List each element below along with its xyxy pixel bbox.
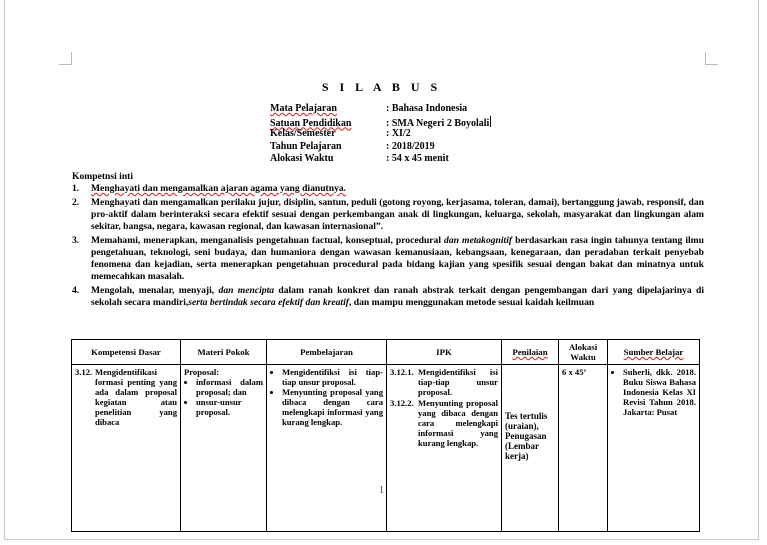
ipk-number: 3.12.1. <box>390 367 414 377</box>
ki-text: Mengolah, menalar, menyaji, <box>91 285 219 296</box>
meta-row <box>270 141 491 154</box>
ki-text-italic: serta bertindak secara efektif dan kreatif <box>188 297 349 308</box>
column-header: Penilaian <box>502 340 559 365</box>
ipk-item <box>390 398 498 448</box>
syllabus-meta <box>270 103 491 166</box>
cell-sumber-belajar <box>608 365 700 532</box>
ki-text: Menghayati dan mengamalkan perilaku jujur, disiplin, santun, peduli (gotong royong, kerjasama, toleran, damai), bertanggung jawab, responsif, dan pro-aktif dalam berinteraksi secara efektif sesuai dengan perkembangan anak di lingkungan, keluarga, sekolah, masyarakat dan lingkungan alam sekitar, bangsa, negara, kawasan regional, dan kawasan internasional”. <box>91 197 704 232</box>
meta-key: Satuan Pendidikan <box>270 117 352 129</box>
cell-pembelajaran <box>267 365 387 532</box>
pembelajaran-list <box>270 367 383 427</box>
cell-ipk <box>387 365 502 532</box>
materi-heading: Proposal: <box>184 367 220 377</box>
ki-text: , dan mampu menggunakan metode sesuai kaidah keilmuan <box>348 297 595 308</box>
crop-mark-top-left <box>59 52 72 65</box>
kd-number: 3.12. <box>75 367 93 377</box>
kompetensi-inti-section <box>72 171 704 311</box>
ki-text-italic: dan metakognitif <box>444 235 513 246</box>
list-item: • informasi dalam proposal; dan <box>196 377 263 397</box>
text-cursor <box>490 116 491 127</box>
ki-number: 2. <box>72 197 80 208</box>
meta-row <box>270 116 491 129</box>
document-title: S I L A B U S <box>321 80 442 94</box>
ki-text-italic: dan mencipta <box>218 285 275 296</box>
meta-key: Mata Pelajaran <box>270 103 337 114</box>
ki-item <box>72 183 704 195</box>
ki-number: 4. <box>72 285 80 296</box>
kd-item <box>75 367 177 427</box>
ki-number: 3. <box>72 235 80 246</box>
meta-key: Tahun Pelajaran <box>270 140 342 152</box>
cell-penilaian: Tes tertulis (uraian), Penugasan (Lembar kerja) <box>502 365 559 532</box>
page-number: 1 <box>379 485 384 496</box>
materi-list <box>184 377 263 417</box>
table-header-row <box>72 340 700 365</box>
sumber-list <box>611 367 696 417</box>
list-item: • Suherli, dkk. 2018. Buku Siswa Bahasa Indonesia Kelas XI Revisi Tahun 2018. Jakarta: Pusat <box>623 367 696 417</box>
ki-text: berdasarkan rasa ingin tahunya tentang ilmu pengetahuan, teknologi, seni budaya, dan humaniora dengan wawasan kemanusiaan, kebangsaan, kenegaraan, dan peradaban terkait penyebab fenomena dan kejadian, serta menerapkan pengetahuan procedural pada bidang kajian yang spesifik sesuai dengan bakat dan minatnya untuk memecahkan masalah. <box>91 235 704 282</box>
document-page <box>4 0 759 540</box>
meta-row <box>270 153 491 166</box>
meta-key: Alokasi Waktu <box>270 153 334 164</box>
cell-kompetensi-dasar <box>72 365 181 532</box>
ki-item <box>72 197 704 233</box>
list-item: • Mengidentifiksi isi tiap-tiap unsur proposal. <box>282 367 383 387</box>
ki-item <box>72 235 704 283</box>
meta-value: : Bahasa Indonesia <box>386 103 468 114</box>
meta-key: Kelas/Semester <box>270 128 336 139</box>
column-header: Kompetensi Dasar <box>72 340 181 365</box>
cell-materi-pokok <box>181 365 267 532</box>
ipk-text: Mengidentifiksi isi tiap-tiap unsur proposal. <box>418 367 498 397</box>
meta-value[interactable]: : SMA Negeri 2 Boyolali <box>386 117 490 129</box>
meta-value: : XI/2 <box>386 128 411 139</box>
column-header: Pembelajaran <box>267 340 387 365</box>
ipk-item <box>390 367 498 397</box>
cell-alokasi-waktu: 6 x 45’ <box>559 365 608 532</box>
syllabus-table <box>71 339 700 532</box>
column-header: Alokasi Waktu <box>559 340 608 365</box>
ipk-text: Menyunting proposal yang dibaca dengan cara melengkapi informasi yang kurang lengkap. <box>418 398 498 448</box>
kompetensi-inti-heading: Kompetnsi inti <box>72 171 134 182</box>
meta-row <box>270 103 491 116</box>
column-header: IPK <box>387 340 502 365</box>
list-item: • unsur-unsur proposal. <box>196 397 263 417</box>
crop-mark-top-right <box>705 52 718 65</box>
column-header: Sumber Belajar <box>608 340 700 365</box>
list-item: • Menyunting proposal yang dibaca dengan cara melengkapi informasi yang kurang lengkap. <box>282 387 383 427</box>
ki-item <box>72 285 704 309</box>
meta-value: : 2018/2019 <box>386 140 435 152</box>
column-header: Materi Pokok <box>181 340 267 365</box>
kd-text: Mengidentifikasi formasi penting yang ada dalam proposal kegiatan atau penelitian yang dibaca <box>95 367 177 427</box>
ki-text: Memahami, menerapkan, menganalisis pengetahuan factual, konseptual, procedural <box>91 235 445 246</box>
ki-text: Menghayati dan mengamalkan ajaran agama yang dianutnya. <box>91 183 347 194</box>
ipk-number: 3.12.2. <box>390 398 414 408</box>
ki-text: dalam ranah konkret dan ranah abstrak terkait dengan pengembangan dari yang dipelajarinya di sekolah secara mandiri, <box>91 285 704 308</box>
ki-number: 1. <box>72 183 80 194</box>
meta-value: : 54 x 45 menit <box>386 153 449 164</box>
table-row <box>72 365 700 532</box>
